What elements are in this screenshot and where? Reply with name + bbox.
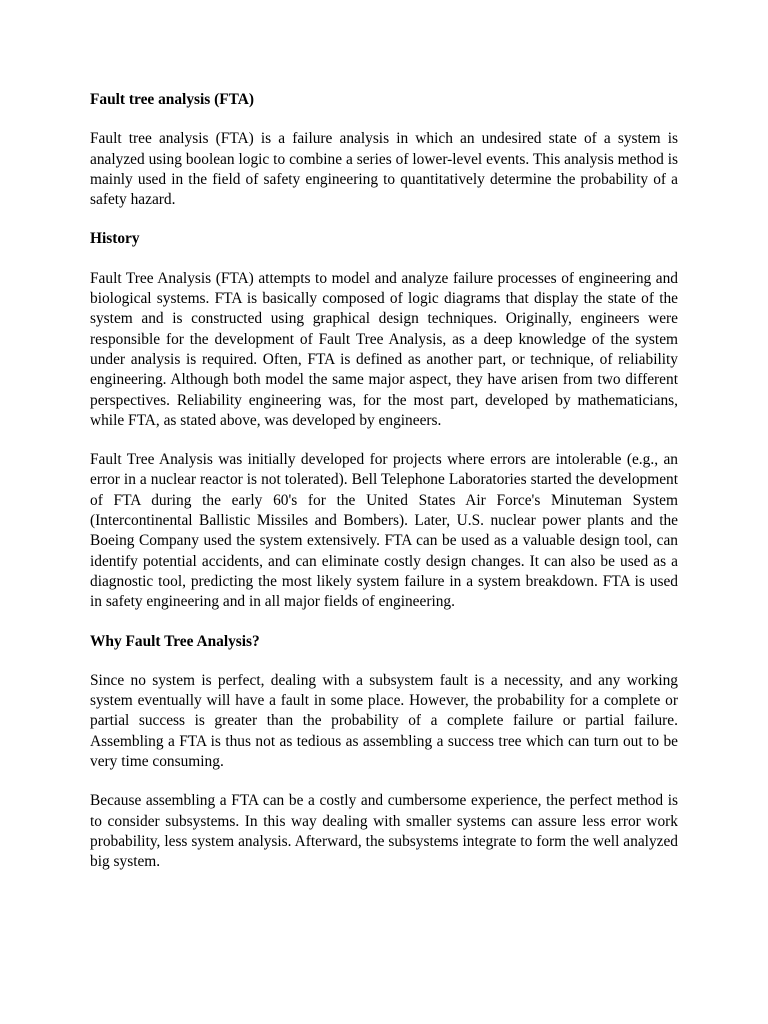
- history-paragraph-2: Fault Tree Analysis was initially developed for projects where errors are intolerable (e.g., an error in a nuclear reactor is not tolerated). Bell Telephone Laboratories started the development of FTA during the early 60's for the United States Air Force's Minuteman System (Intercontinental Ballistic Missiles and Bombers). Later, U.S. nuclear power plants and the Boeing Company used the system extensively. FTA can be used as a valuable design tool, can identify potential accidents, and can eliminate costly design changes. It can also be used as a diagnostic tool, predicting the most likely system failure in a system breakdown. FTA is used in safety engineering and in all major fields of engineering.: [90, 451, 678, 611]
- document-title: Fault tree analysis (FTA): [90, 91, 255, 108]
- why-paragraph-2: Because assembling a FTA can be a costly and cumbersome experience, the perfect method is to consider subsystems. In this way dealing with smaller systems can assure less error work probability, less system analysis. Afterward, the subsystems integrate to form the well analyzed big system.: [90, 792, 678, 871]
- intro-paragraph: Fault tree analysis (FTA) is a failure analysis in which an undesired state of a system is analyzed using boolean logic to combine a series of lower-level events. This analysis method is mainly used in the field of safety engineering to quantitatively determine the probability of a safety hazard.: [90, 130, 678, 209]
- history-paragraph-1: Fault Tree Analysis (FTA) attempts to model and analyze failure processes of engineering and biological systems. FTA is basically composed of logic diagrams that display the state of the system and is constructed using graphical design techniques. Originally, engineers were responsible for the development of Fault Tree Analysis, as a deep knowledge of the system under analysis is required. Often, FTA is defined as another part, or technique, of reliability engineering. Although both model the same major aspect, they have arisen from two different perspectives. Reliability engineering was, for the most part, developed by mathematicians, while FTA, as stated above, was developed by engineers.: [90, 269, 678, 429]
- history-heading: History: [90, 230, 140, 248]
- why-heading: Why Fault Tree Analysis?: [90, 632, 260, 650]
- why-paragraph-1: Since no system is perfect, dealing with a subsystem fault is a necessity, and any working system eventually will have a fault in some place. However, the probability for a complete or partial success is greater than the probability of a complete failure or partial failure. Assembling a FTA is thus not as tedious as assembling a success tree which can turn out to be very time consuming.: [90, 671, 678, 771]
- document-page: [90, 90, 678, 892]
